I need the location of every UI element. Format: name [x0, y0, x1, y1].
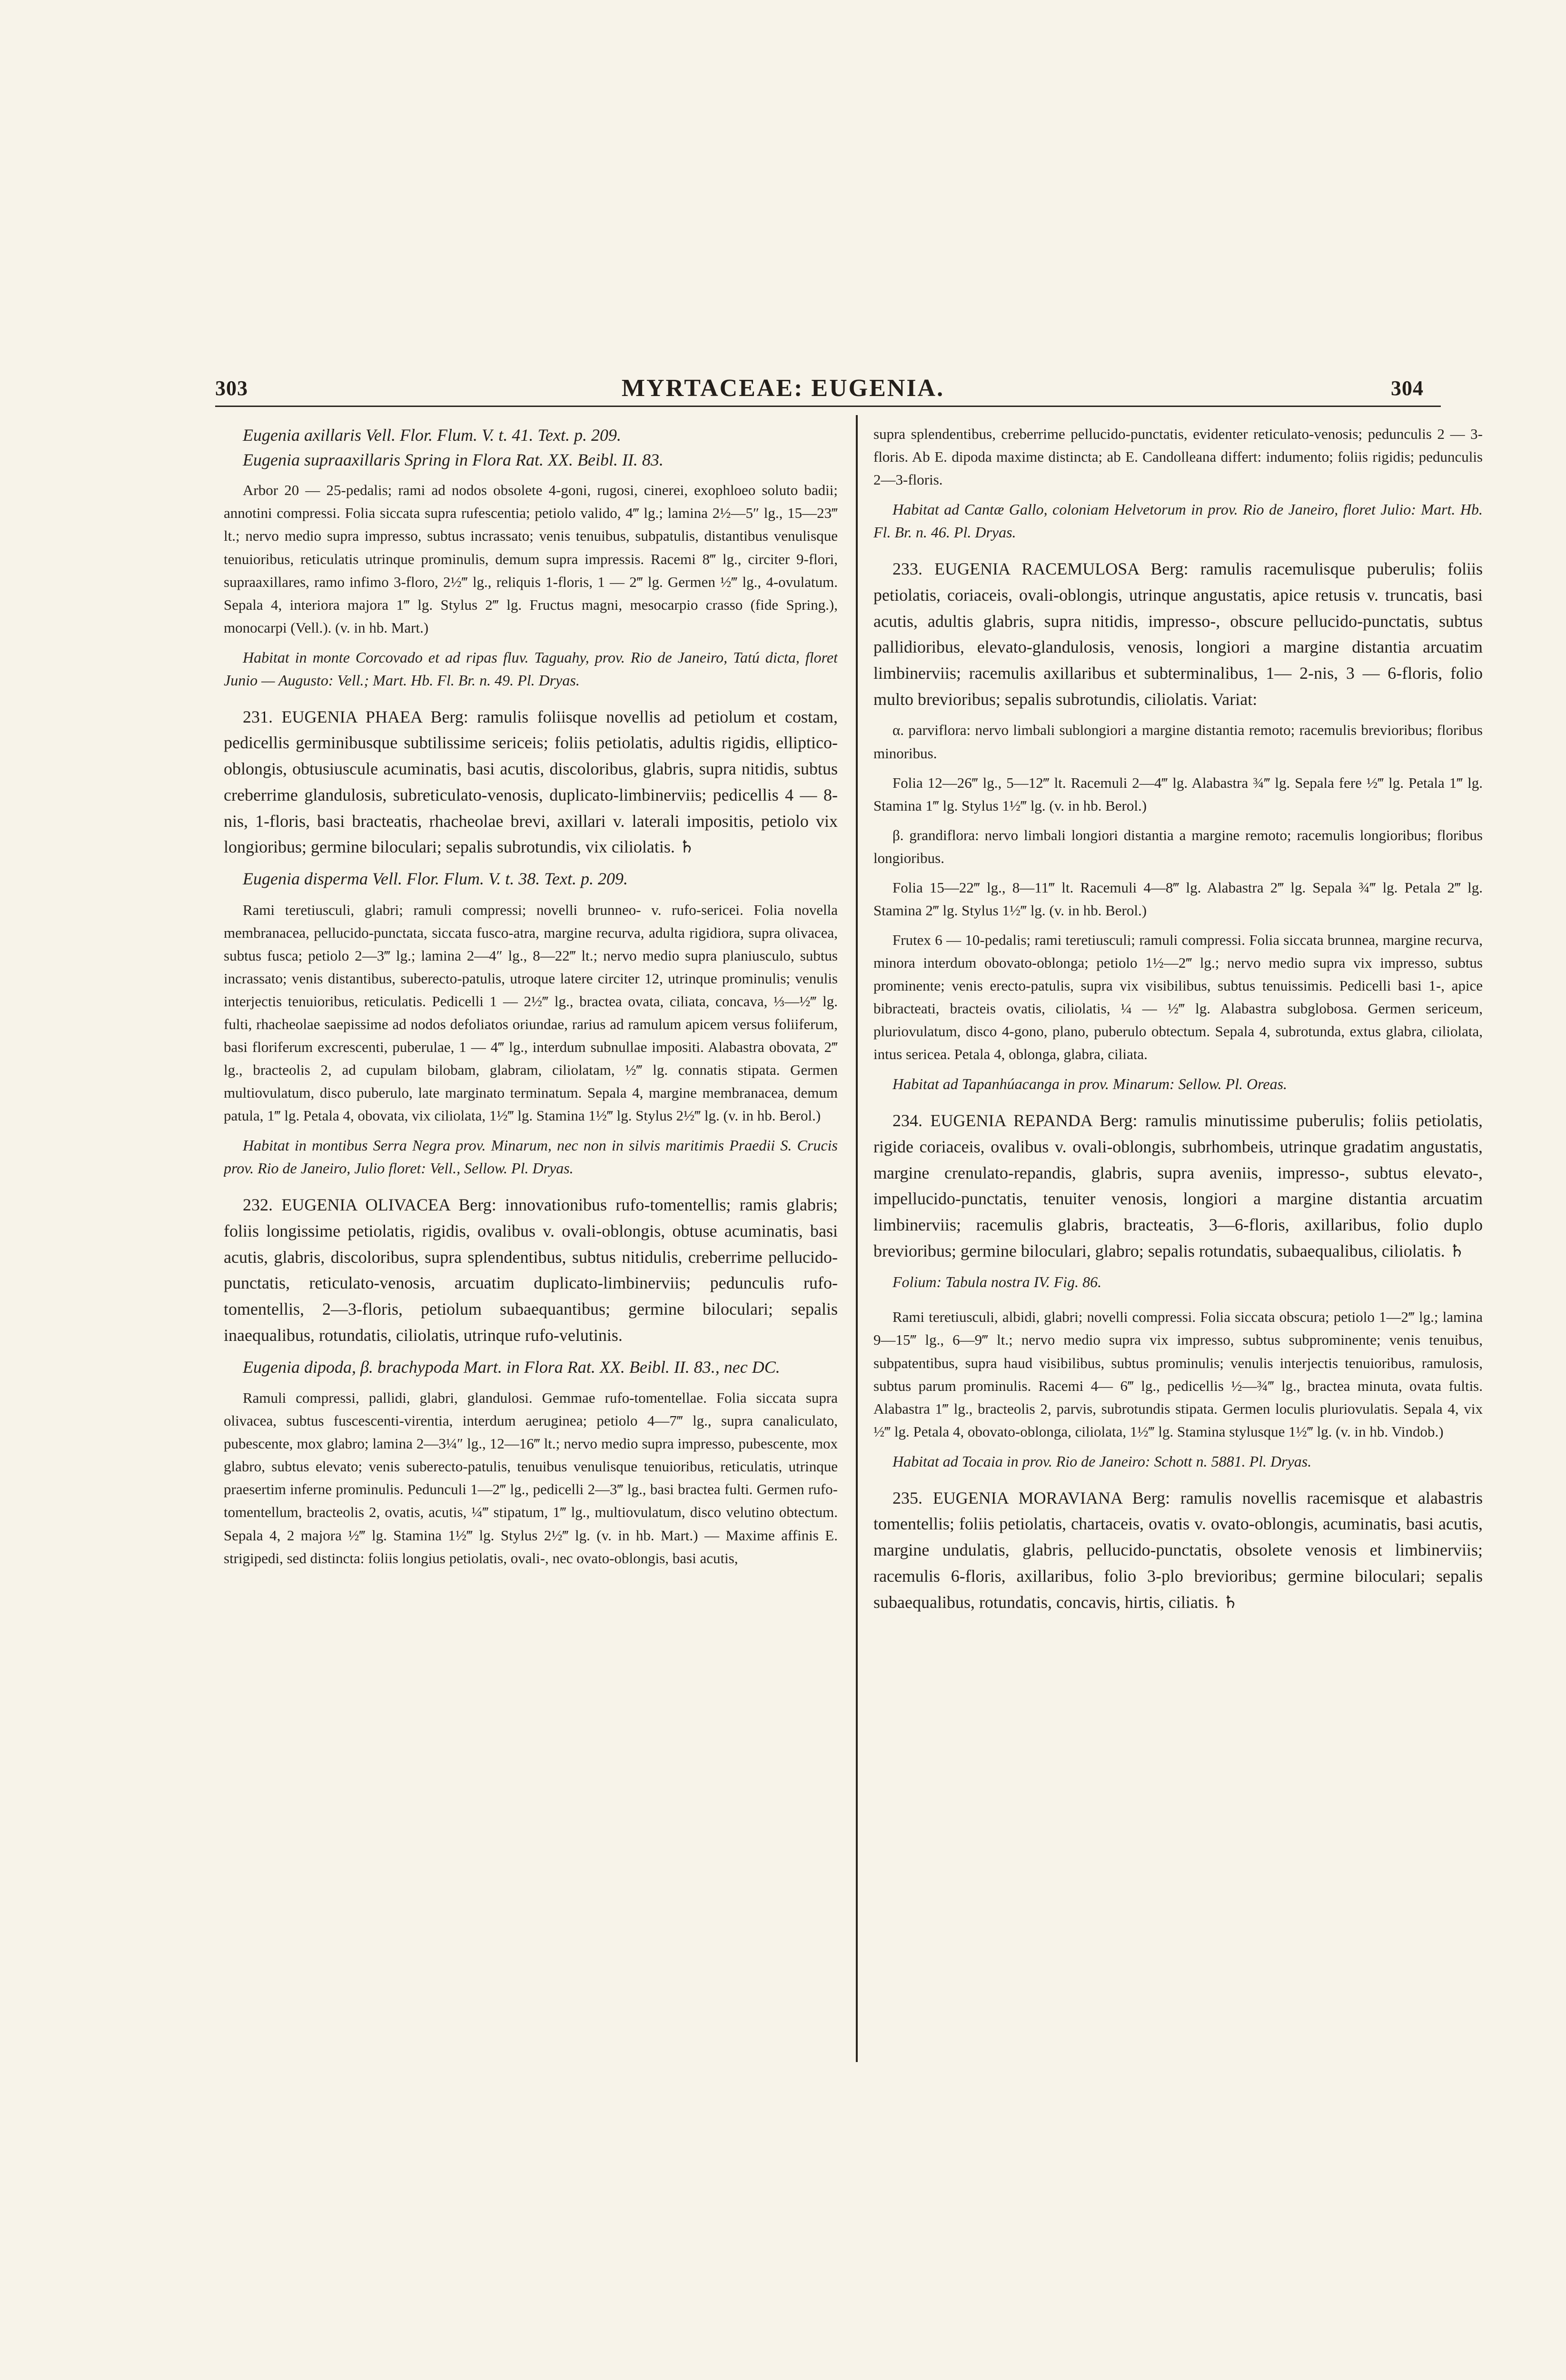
- description-paragraph: Ramuli compressi, pallidi, glabri, glandulosi. Gemmae rufo-tomentellae. Folia siccata supra olivacea, subtus fuscescenti-virentia, interdum aeruginea; petiolo 4—7‴ lg., supra canaliculato, pubescente, mox glabro; lamina 2—3¼″ lg., 12—16‴ lt.; nervo medio supra impresso, pubescente, mox glabro, subtus elevato; venis suberecto-patulis, tenuibus venulisque tenuioribus, reticulatis, utrinque praesertim inferne prominulis. Pedunculi 1—2‴ lg., pedicelli 2—3‴ lg., basi bractea fulti. Germen rufo-tomentellum, bracteolis 2, ovatis, acutis, ¼‴ stipatum, 1‴ lg., multiovulatum, disco velutino obtectum. Sepala 4, 2 majora ½‴ lg. Stamina 1½‴ lg. Stylus 2½‴ lg. (v. in hb. Mart.) — Maxime affinis E. strigipedi, sed distincta: foliis longius petiolatis, ovali-, nec ovato-oblongis, basi acutis,: [224, 1389, 838, 1567]
- page-number-right: 304: [1391, 377, 1424, 400]
- left-column: [224, 423, 838, 2060]
- variety-note: α. parviflora: nervo limbali sublongiori a margine distantia remoto; racemulis brevioribus; floribus minoribus.: [873, 722, 1483, 762]
- synonym: Eugenia disperma Vell. Flor. Flum. V. t. 38. Text. p. 209.: [243, 869, 628, 889]
- synonym: Eugenia supraaxillaris Spring in Flora Rat. XX. Beibl. II. 83.: [243, 450, 664, 470]
- species-diagnosis: 233. EUGENIA RACEMULOSA Berg: ramulis racemulisque puberulis; foliis petiolatis, coriaceis, ovali-oblongis, utrinque angustatis, apice retusis v. truncatis, basi acutis, adultis glabris, supra nitidis, impresso-, obscure pellucido-punctatis, subtus pallidioribus, elevato-glandulosis, venosis, longiori a margine distantia arcuatim limbinerviis; racemulis axillaribus et subterminalibus, 1— 2-nis, 3 — 6-floris, folio multo brevioribus; sepalis subrotundis, ciliolatis. Variat:: [873, 559, 1483, 709]
- description-paragraph: Folia 15—22‴ lg., 8—11‴ lt. Racemuli 4—8‴ lg. Alabastra 2‴ lg. Sepala ¾‴ lg. Petala 2‴ lg. Stamina 2‴ lg. Stylus 1½‴ lg. (v. in hb. Berol.): [873, 879, 1483, 919]
- right-column: [873, 423, 1483, 2060]
- column-divider: [856, 415, 858, 2062]
- description-paragraph: Folia 12—26‴ lg., 5—12‴ lt. Racemuli 2—4‴ lg. Alabastra ¾‴ lg. Sepala fere ½‴ lg. Petala 1‴ lg. Stamina 1‴ lg. Stylus 1½‴ lg. (v. in hb. Berol.): [873, 774, 1483, 814]
- species-diagnosis: 232. EUGENIA OLIVACEA Berg: innovationibus rufo-tomentellis; ramis glabris; foliis longissime petiolatis, rigidis, ovalibus v. ovali-oblongis, obtuse acuminatis, basi acutis, glabris, discoloribus, supra splendentibus, subtus nitidulis, creberrime pellucido-punctatis, reticulato-venosis, arcuatim duplicato-limbinerviis; pedunculis rufo-tomentellis, 2—3-floris, petiolum subaequantibus; germine biloculari; sepalis inaequalibus, rotundatis, ciliolatis, utrinque rufo-velutinis.: [224, 1195, 838, 1345]
- species-diagnosis: 235. EUGENIA MORAVIANA Berg: ramulis novellis racemisque et alabastris tomentellis; foliis petiolatis, chartaceis, ovatis v. ovato-oblongis, acuminatis, basi acutis, margine undulatis, glabris, pellucido-punctatis, obsolete venosis et limbinerviis; racemulis 6-floris, axillaribus, folio 3-plo brevioribus; germine biloculari; sepalis subaequalibus, rotundatis, concavis, hirtis, ciliatis. ♄: [873, 1488, 1483, 1612]
- species-diagnosis: 234. EUGENIA REPANDA Berg: ramulis minutissime puberulis; foliis petiolatis, rigide coriaceis, ovalibus v. ovali-oblongis, subrhombeis, utrinque gradatim angustatis, margine crenulato-repandis, glabris, supra aveniis, impresso-, subtus elevato-, impellucido-punctatis, tenuiter venosis, longiori a margine distantia arcuatim limbinerviis; racemulis glabris, bracteatis, 3—6-floris, axillaribus, folio duplo brevioribus; germine biloculari, glabro; sepalis rotundatis, subaequalibus, ciliolatis. ♄: [873, 1111, 1483, 1260]
- description-paragraph: Frutex 6 — 10-pedalis; rami teretiusculi; ramuli compressi. Folia siccata brunnea, margine recurva, minora interdum obovato-oblonga; petiolo 1½—2‴ lg.; nervo medio supra vix impresso, subtus prominente; venis erecto-patulis, supra vix visibilibus, subtus tenuissimis. Pedicelli basi 1-, apice bibracteati, bracteis ovatis, ciliolatis, ¼ — ½‴ lg. Alabastra subglobosa. Germen sericeum, pluriovulatum, disco 4-gono, plano, puberulo obtectum. Sepala 4, subrotunda, extus glabra, ciliolata, intus sericea. Petala 4, oblonga, glabra, ciliata.: [873, 931, 1483, 1063]
- description-paragraph: Rami teretiusculi, albidi, glabri; novelli compressi. Folia siccata obscura; petiolo 1—2‴ lg.; lamina 9—15‴ lg., 6—9‴ lt.; nervo medio supra vix impresso, subtus subprominente; venis tenuibus, subpatentibus, supra haud visibilibus, subtus prominulis; venulis interjectis tenuioribus, ramulosis, subtus parum prominulis. Racemi 4— 6‴ lg., pedicellis ½—¾‴ lg., bractea minuta, ovata fultis. Alabastra 1‴ lg., bracteolis 2, parvis, subrotundis stipata. Germen loculis pluriovulatis. Sepala 4, vix ½‴ lg. Petala 4, obovato-oblonga, ciliolata, 1½‴ lg. Stamina stylusque 1½‴ lg. (v. in hb. Vindob.): [873, 1309, 1483, 1440]
- figure-reference: Folium: Tabula nostra IV. Fig. 86.: [892, 1273, 1102, 1291]
- description-paragraph: Rami teretiusculi, glabri; ramuli compressi; novelli brunneo- v. rufo-sericei. Folia novella membranacea, pellucido-punctata, siccata fusco-atra, margine recurva, adulta rigidiora, supra olivacea, subtus fusca; petiolo 2—3‴ lg.; lamina 2—4″ lg., 8—22‴ lt.; nervo medio supra planiusculo, subtus incrassato; venis distantibus, suberecto-patulis, utroque latere circiter 12, utrinque prominulis; venulis interjectis tenuioribus, reticulatis. Pedicelli 1 — 2½‴ lg., bractea ovata, ciliata, concava, ⅓—½‴ lg. fulti, rhacheolae saepissime ad nodos defoliatos oriundae, rarius ad ramulum apicem versus foliiferum, basi floriferum excrescenti, puberulae, 1 — 4‴ lg., interdum subnullae impositi. Alabastra obovata, 2‴ lg., bracteolis 2, ad cupulam bilobam, glabram, ciliolatam, ½‴ lg. connatis stipata. Germen multiovulatum, disco puberulo, late marginato terminatum. Sepala 4, margine membranacea, demum patula, 1‴ lg. Petala 4, obovata, vix ciliolata, 1½‴ lg. Stamina 1½‴ lg. Stylus 2½‴ lg. (v. in hb. Berol.): [224, 901, 838, 1124]
- page-number-left: 303: [215, 377, 248, 400]
- habitat-note: Habitat ad Tapanhúacanga in prov. Minarum: Sellow. Pl. Oreas.: [892, 1075, 1288, 1093]
- synonym: Eugenia axillaris Vell. Flor. Flum. V. t. 41. Text. p. 209.: [243, 426, 621, 445]
- habitat-note: Habitat ad Cantæ Gallo, coloniam Helvetorum in prov. Rio de Janeiro, floret Julio: Mart. Hb. Fl. Br. n. 46. Pl. Dryas.: [873, 501, 1483, 541]
- synonym: Eugenia dipoda, β. brachypoda Mart. in Flora Rat. XX. Beibl. II. 83., nec DC.: [243, 1357, 780, 1377]
- header-rule: [215, 406, 1441, 407]
- description-paragraph: Arbor 20 — 25-pedalis; rami ad nodos obsolete 4-goni, rugosi, cinerei, exophloeo soluto badii; annotini compressi. Folia siccata supra rufescentia; petiolo valido, 4‴ lg.; lamina 2½—5″ lg., 15—23‴ lt.; nervo medio supra impresso, subtus incrassato; venis tenuibus, subpatulis, distantibus venulisque tenuioribus, reticulatis utrinque prominulis, demum supra impressis. Racemi 8‴ lg., circiter 9-flori, supraaxillares, ramo infimo 3-floro, 2½‴ lg., reliquis 1-floris, 1 — 2‴ lg. Germen ½‴ lg., 4-ovulatum. Sepala 4, interiora majora 1‴ lg. Stylus 2‴ lg. Fructus magni, mesocarpio crasso (fide Spring.), monocarpi (Vell.). (v. in hb. Mart.): [224, 482, 838, 636]
- running-title: MYRTACEAE: EUGENIA.: [621, 375, 945, 402]
- habitat-note: Habitat in montibus Serra Negra prov. Minarum, nec non in silvis maritimis Praedii S. Crucis prov. Rio de Janeiro, Julio floret: Vell., Sellow. Pl. Dryas.: [224, 1137, 838, 1177]
- species-diagnosis: 231. EUGENIA PHAEA Berg: ramulis foliisque novellis ad petiolum et costam, pedicellis germinibusque subtilissime sericeis; foliis petiolatis, adultis rigidis, elliptico-oblongis, obtusiuscule acuminatis, basi acutis, discoloribus, glabris, supra nitidis, subtus creberrime glandulosis, subreticulato-venosis, duplicato-limbinerviis; pedicellis 4 — 8-nis, 1-floris, basi bracteatis, rhacheolae brevi, axillari v. laterali impositis, petiolo vix longioribus; germine biloculari; sepalis subrotundis, vix ciliolatis. ♄: [224, 707, 838, 857]
- habitat-note: Habitat in monte Corcovado et ad ripas fluv. Taguahy, prov. Rio de Janeiro, Tatú dicta, floret Junio — Augusto: Vell.; Mart. Hb. Fl. Br. n. 49. Pl. Dryas.: [224, 648, 838, 689]
- habitat-note: Habitat ad Tocaia in prov. Rio de Janeiro: Schott n. 5881. Pl. Dryas.: [892, 1452, 1312, 1470]
- variety-note: β. grandiflora: nervo limbali longiori distantia a margine remoto; racemulis longioribus; floribus longioribus.: [873, 826, 1483, 866]
- description-paragraph: supra splendentibus, creberrime pellucido-punctatis, evidenter reticulato-venosis; pedunculis 2 — 3-floris. Ab E. dipoda maxime distincta; ab E. Candolleana differt: indumento; foliis rigidis; pedunculis 2—3-floris.: [873, 426, 1483, 488]
